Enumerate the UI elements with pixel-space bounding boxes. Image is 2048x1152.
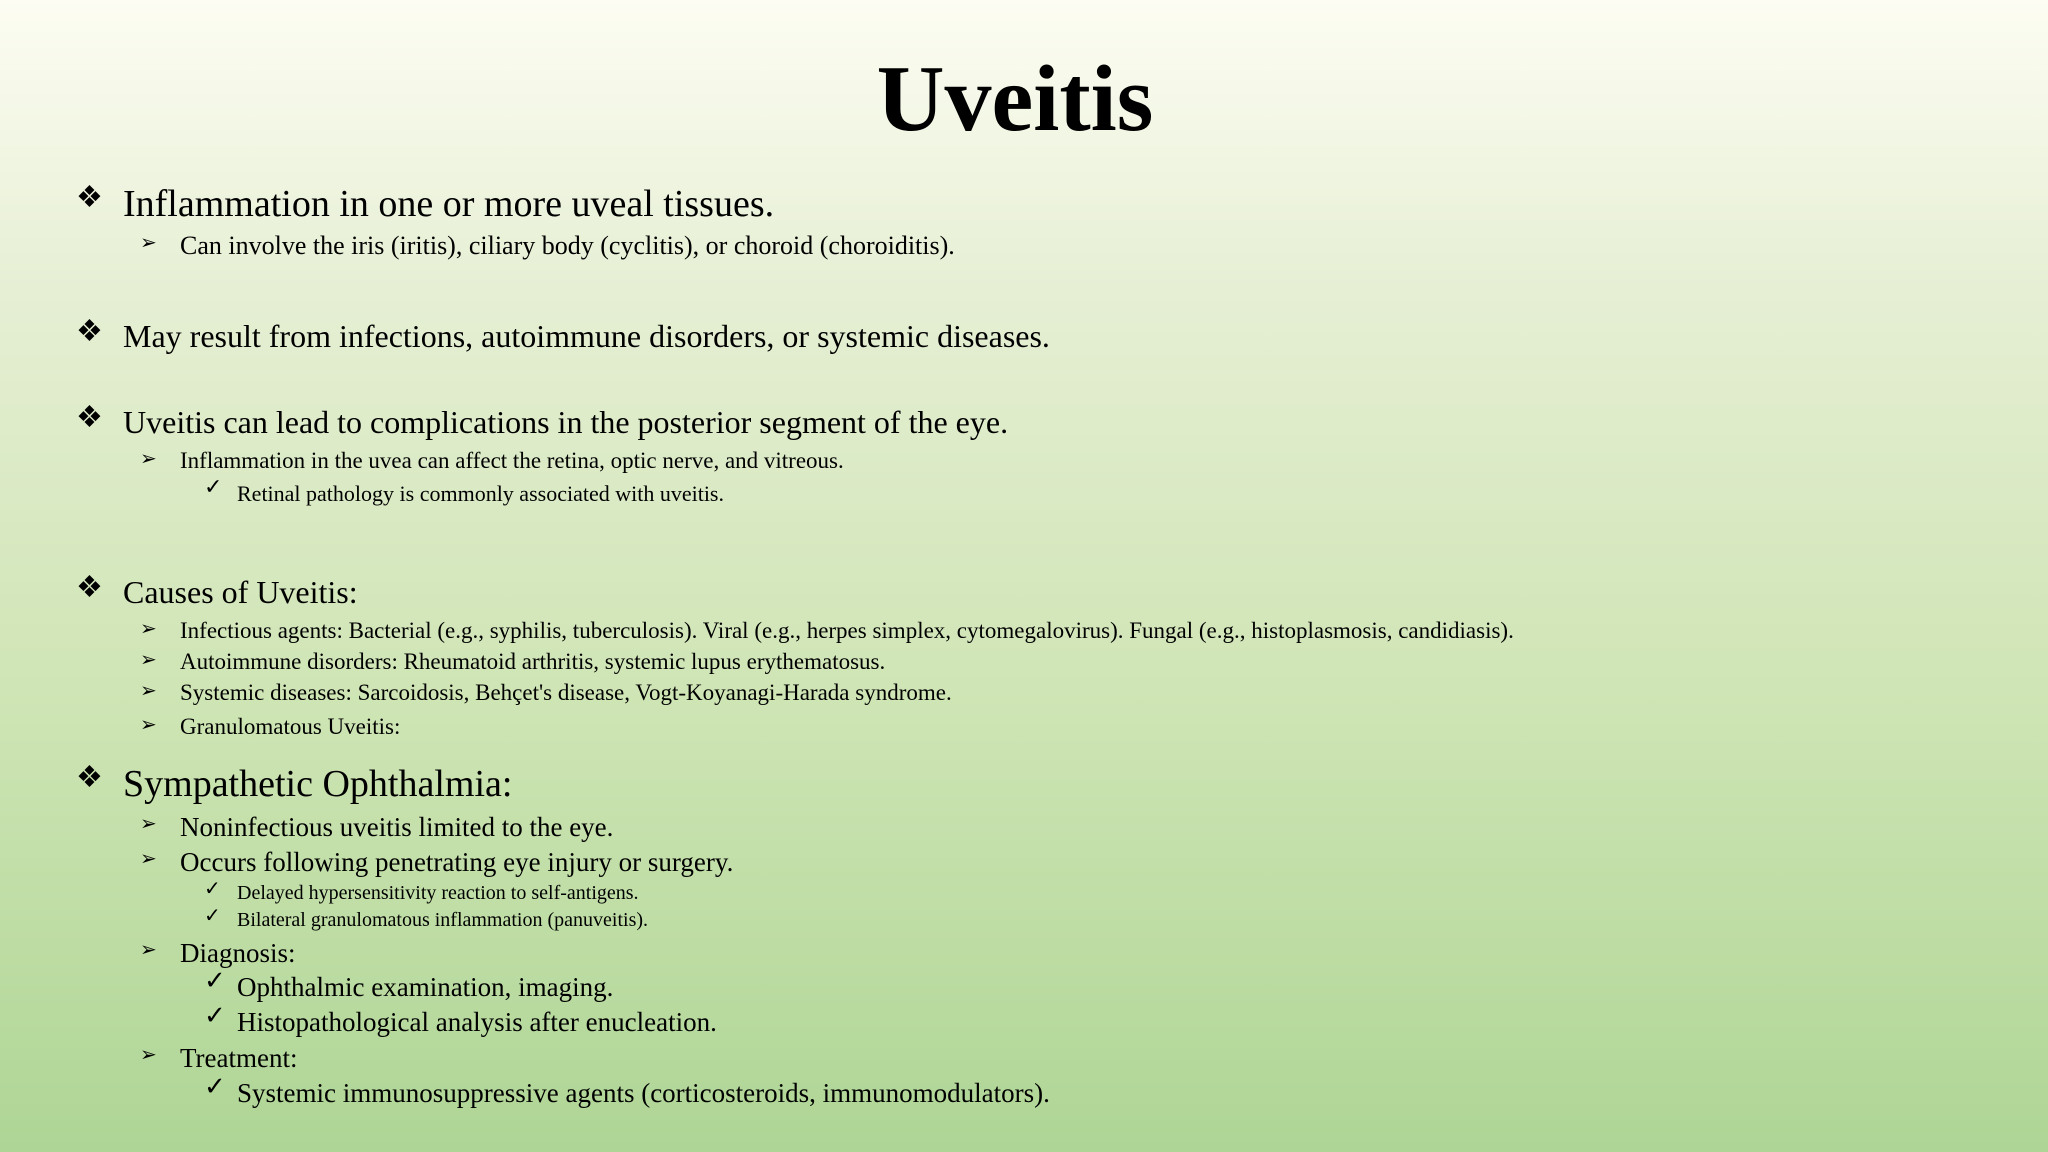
diamond-bullet-icon: ❖ [76,571,103,604]
arrowhead-bullet-icon: ➢ [140,848,157,870]
checkmark-bullet-icon: ✓ [204,1072,226,1101]
checkmark-bullet-icon: ✓ [204,905,221,927]
slide-title: Uveitis [876,47,1154,151]
arrowhead-bullet-icon: ➢ [140,813,157,835]
bullet-level1-text: Causes of Uveitis: [123,574,358,610]
bullet-level2-text: Treatment: [180,1043,298,1073]
bullet-level1-text: May result from infections, autoimmune disorders, or systemic diseases. [123,318,1050,354]
arrowhead-bullet-icon: ➢ [140,1044,157,1066]
bullet-level2-text: Granulomatous Uveitis: [180,714,401,739]
bullet-level2-text: Systemic diseases: Sarcoidosis, Behçet's disease, Vogt-Koyanagi-Harada syndrome. [180,680,952,705]
arrowhead-bullet-icon: ➢ [140,680,157,702]
bullet-level2-text: Infectious agents: Bacterial (e.g., syphilis, tuberculosis). Viral (e.g., herpes simplex, cytomegalovirus). Fungal (e.g., histoplasmosis, candidiasis). [180,618,1514,643]
bullet-level3-text: Ophthalmic examination, imaging. [237,972,614,1002]
checkmark-bullet-icon: ✓ [204,1001,226,1030]
bullet-level3-text: Histopathological analysis after enucleation. [237,1007,717,1037]
bullet-level1-text: Uveitis can lead to complications in the posterior segment of the eye. [123,404,1009,440]
arrowhead-bullet-icon: ➢ [140,618,157,640]
diamond-bullet-icon: ❖ [76,315,103,348]
diamond-bullet-icon: ❖ [76,401,103,434]
arrowhead-bullet-icon: ➢ [140,649,157,671]
bullet-level2-text: Occurs following penetrating eye injury or surgery. [180,847,734,877]
diamond-bullet-icon: ❖ [76,761,103,794]
arrowhead-bullet-icon: ➢ [140,448,157,470]
arrowhead-bullet-icon: ➢ [140,714,157,736]
arrowhead-bullet-icon: ➢ [140,939,157,961]
bullet-level3-text: Retinal pathology is commonly associated with uveitis. [237,481,724,506]
arrowhead-bullet-icon: ➢ [140,232,157,254]
bullet-level2-text: Noninfectious uveitis limited to the eye. [180,812,614,842]
bullet-level2-text: Diagnosis: [180,938,296,968]
bullet-level1-text: Inflammation in one or more uveal tissues. [123,183,775,225]
checkmark-bullet-icon: ✓ [204,878,221,900]
checkmark-bullet-icon: ✓ [204,474,223,499]
bullet-level1-text: Sympathetic Ophthalmia: [123,763,513,805]
bullet-level2-text: Can involve the iris (iritis), ciliary body (cyclitis), or choroid (choroiditis). [180,231,955,260]
bullet-level3-text: Bilateral granulomatous inflammation (panuveitis). [237,909,649,931]
bullet-level2-text: Inflammation in the uvea can affect the retina, optic nerve, and vitreous. [180,448,844,473]
bullet-level3-text: Systemic immunosuppressive agents (corticosteroids, immunomodulators). [237,1078,1050,1108]
bullet-level3-text: Delayed hypersensitivity reaction to self-antigens. [237,882,639,904]
bullet-level2-text: Autoimmune disorders: Rheumatoid arthritis, systemic lupus erythematosus. [180,649,886,674]
checkmark-bullet-icon: ✓ [204,966,226,995]
diamond-bullet-icon: ❖ [76,181,103,214]
